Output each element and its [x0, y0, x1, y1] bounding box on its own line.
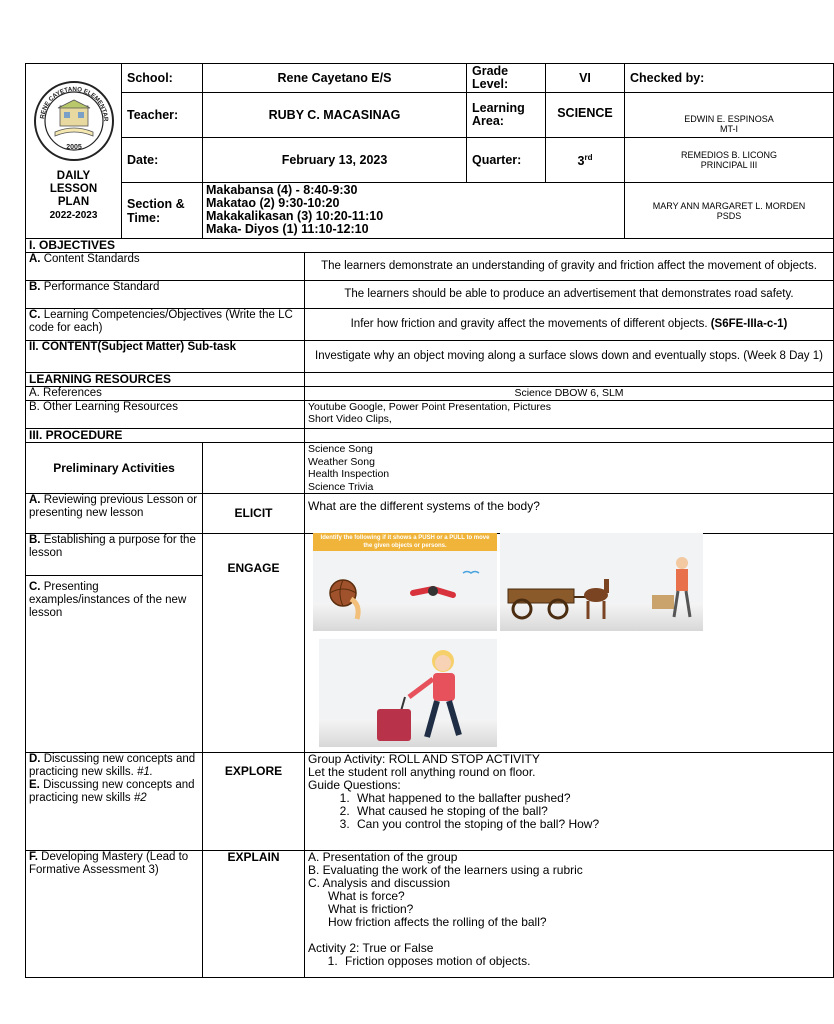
lesson-plan-document — [25, 63, 823, 978]
push-pull-picture-3 — [319, 639, 497, 747]
resources-heading-blank — [305, 373, 834, 387]
school-value: Rene Cayetano E/S — [203, 64, 467, 93]
checker-2-title: PRINCIPAL III — [700, 160, 758, 170]
checker-1-name: EDWIN E. ESPINOSA — [684, 114, 774, 124]
step-f-label: F. Developing Mastery (Lead to Formative Assessment 3) — [26, 851, 203, 978]
competencies-value: Infer how friction and gravity affect the movements of different objects. (S6FE-IIIa-c-1) — [305, 309, 834, 341]
checker-3-name: MARY ANN MARGARET L. MORDEN — [652, 200, 806, 211]
true-false-list — [308, 955, 830, 968]
content-value: Investigate why an object moving along a surface slows down and eventually stops. (Week 8 Day 1) — [305, 341, 834, 373]
references-label: A. References — [26, 387, 305, 401]
checker-2 — [625, 138, 834, 183]
guide-question: 2. What caused he stoping of the ball? — [353, 805, 830, 818]
lesson-plan-table — [25, 63, 834, 978]
preliminary-item: Science Trivia — [308, 480, 374, 493]
date-value: February 13, 2023 — [203, 138, 467, 183]
competencies-label: C. Learning Competencies/Objectives (Write the LC code for each) — [26, 309, 305, 341]
learning-area-value: SCIENCE — [546, 93, 625, 138]
preliminary-item: Weather Song — [308, 455, 375, 468]
engage-caption: Identify the following if it shows a PUSH or a PULL to move the given objects or persons. — [313, 533, 497, 551]
explore-phase: EXPLORE — [203, 753, 305, 851]
section-item: Makakalikasan (3) 10:20-11:10 — [206, 209, 384, 223]
horse-cart-and-shopper-icon — [500, 533, 703, 631]
guide-question: 1. What happened to the ballafter pushed? — [353, 792, 830, 805]
preliminary-label: Preliminary Activities — [26, 443, 203, 494]
lc-code: (S6FE-IIIa-c-1) — [710, 318, 788, 330]
title-daily: DAILY — [56, 170, 91, 182]
girl-with-suitcase-icon — [319, 639, 497, 747]
quarter-value: 3rd — [546, 138, 625, 183]
checker-3-title: PSDS — [716, 210, 742, 221]
explain-content: A. Presentation of the group B. Evaluating the work of the learners using a rubric C. Analysis and discussion What is force? What is friction? How friction affects the rolling of the ball? Activity 2: True or False 1. Friction opposes motion of objects. — [305, 851, 834, 978]
checker-1 — [625, 93, 834, 138]
school-logo-block — [26, 64, 122, 239]
guide-questions — [308, 792, 830, 831]
performance-standard-value: The learners should be able to produce an advertisement that demonstrates road safety. — [305, 281, 834, 309]
checker-2-name: REMEDIOS B. LICONG — [680, 150, 778, 160]
title-plan: PLAN — [57, 196, 90, 208]
section-item: Makatao (2) 9:30-10:20 — [206, 196, 340, 210]
other-resources-value: Youtube Google, Power Point Presentation, Pictures Short Video Clips, — [305, 401, 834, 429]
push-pull-picture-2 — [500, 533, 703, 631]
svg-text:RENE CAYETANO ELEMENTARY SCHOO: RENE CAYETANO ELEMENTAR — [38, 85, 109, 122]
true-false-item: 1. Friction opposes motion of objects. — [341, 955, 830, 968]
resources-heading: LEARNING RESOURCES — [26, 373, 305, 387]
ball-and-skydiver-icon — [313, 533, 497, 631]
step-a-label: A. Reviewing previous Lesson or presenting new lesson — [26, 494, 203, 534]
objectives-heading: I. OBJECTIVES — [26, 239, 834, 253]
school-label: School: — [122, 64, 203, 93]
title-lesson: LESSON — [49, 183, 98, 195]
step-c-label: C. Presenting examples/instances of the new lesson — [26, 576, 203, 753]
teacher-value: RUBY C. MACASINAG — [203, 93, 467, 138]
content-standards-value: The learners demonstrate an understanding of gravity and friction affect the movement of objects. — [305, 253, 834, 281]
performance-standard-label: B. Performance Standard — [26, 281, 305, 309]
guide-question: 3. Can you control the stoping of the ball? How? — [353, 818, 830, 831]
learning-area-label: Learning Area: — [467, 93, 546, 138]
procedure-heading: III. PROCEDURE — [26, 429, 305, 443]
explain-phase: EXPLAIN — [203, 851, 305, 978]
grade-value: VI — [546, 64, 625, 93]
explore-content: Group Activity: ROLL AND STOP ACTIVITY Let the student roll anything round on floor. Guide Questions: 1. What happened to the ballafter pushed? 2. What caused he stoping of the ball? 3. Can you control the stoping of the ball? How? — [305, 753, 834, 851]
preliminary-item: Health Inspection — [308, 468, 390, 480]
step-b-label: B. Establishing a purpose for the lesson — [26, 534, 203, 576]
content-label: II. CONTENT(Subject Matter) Sub-task — [26, 341, 305, 373]
other-resources-label: B. Other Learning Resources — [26, 401, 305, 429]
checker-1-title: MT-I — [720, 124, 738, 134]
date-label: Date: — [122, 138, 203, 183]
school-seal-icon — [33, 80, 115, 162]
checker-3 — [625, 183, 834, 239]
section-time-list — [203, 183, 625, 239]
references-value: Science DBOW 6, SLM — [305, 387, 834, 401]
engage-phase: ENGAGE — [203, 534, 305, 753]
preliminary-item: Science Song — [308, 443, 373, 455]
content-standards-label: A. Content Standards — [26, 253, 305, 281]
preliminary-phase-blank — [203, 443, 305, 494]
section-time-label: Section & Time: — [122, 183, 203, 239]
svg-text:2005: 2005 — [65, 144, 82, 151]
grade-label: Grade Level: — [467, 64, 546, 93]
preliminary-list — [305, 443, 834, 494]
elicit-phase: ELICIT — [203, 494, 305, 534]
quarter-label: Quarter: — [467, 138, 546, 183]
push-pull-picture-1 — [313, 533, 497, 631]
procedure-heading-blank — [305, 429, 834, 443]
step-de-label: D. Discussing new concepts and practicing new skills. #1. E. Discussing new concepts and practicing new skills #2 — [26, 753, 203, 851]
teacher-label: Teacher: — [122, 93, 203, 138]
school-year: 2022-2023 — [49, 210, 98, 221]
section-item: Makabansa (4) - 8:40-9:30 — [206, 183, 358, 197]
checked-by-label: Checked by: — [625, 64, 834, 93]
elicit-content: What are the different systems of the body? — [305, 494, 834, 534]
section-item: Maka- Diyos (1) 11:10-12:10 — [206, 222, 369, 236]
